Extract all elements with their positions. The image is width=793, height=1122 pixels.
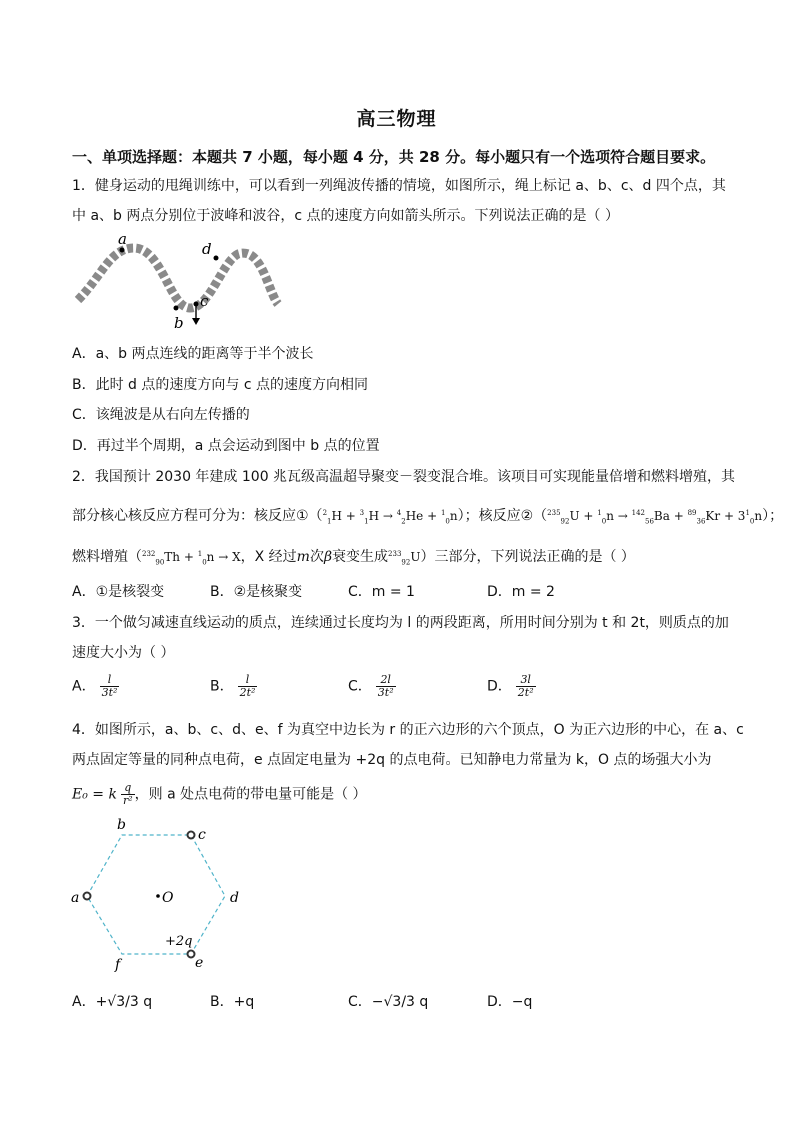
rope-wave [78,248,278,308]
label-charge: +2q [165,934,193,949]
q2-text-line3: 燃料增殖（$^{232}_{90}$Th + $^1_0$n → X，X 经过m次β衰变生成$^{233}_{92}$U）三部分，下列说法正确的是（ ） [72,549,635,567]
q1-option-b: B．此时 d 点的速度方向与 c 点的速度方向相同 [72,377,368,393]
uranium-233: $^{233}_{92}$U [388,550,421,567]
q2-text-line1: 2．我国预计 2030 年建成 100 兆瓦级高温超导聚变－裂变混合堆。该项目可实现能量倍增和燃料增殖，其 [72,469,736,485]
label-f: f [115,957,121,973]
q4-option-a: A．+√3/3 q [72,994,153,1010]
charge-e [188,951,195,958]
label-a: a [118,232,127,248]
charge-a [84,893,91,900]
label-b: b [174,314,184,332]
label-d: d [230,890,239,906]
charge-c [188,832,195,839]
label-c: c [200,292,209,310]
label-c: c [198,827,206,843]
q1-option-a: A．a、b 两点连线的距离等于半个波长 [72,346,314,362]
q3-text-line2: 速度大小为（ ） [72,645,175,661]
q4-text-line3: E₀ = k $\frac{q}{\text{r²}}$ ，则 a 处点电荷的带电量可能是（ ） [72,781,367,807]
label-a: a [71,890,80,906]
q4-text-line2: 两点固定等量的同种点电荷，e 点固定电量为 +2q 的点电荷。已知静电力常量为 k，O 点的场强大小为 [72,752,712,768]
breeding-equation: $^{232}_{90}$Th + $^1_0$n → X [142,550,241,567]
q2-option-c: C．m = 1 [348,584,415,600]
point-a [120,248,125,253]
q1-option-c: C．该绳波是从右向左传播的 [72,407,250,423]
q2-option-b: B．②是核聚变 [210,584,303,600]
section-heading: 一、单项选择题：本题共 7 小题，每小题 4 分，共 28 分。每小题只有一个选项符合题目要求。 [72,148,716,166]
rope-wave-figure [72,232,287,332]
point-b [174,306,179,311]
q3-option-b: B． $\frac{l}{\text{2t²}}$ [210,673,256,699]
point-d [214,256,219,261]
center-O [156,894,160,898]
q1-text-line1: 1．健身运动的甩绳训练中，可以看到一列绳波传播的情境，如图所示，绳上标记 a、b、c、d 四个点，其 [72,178,726,194]
reaction-1-equation: $^2_1$H + $^3_1$H → $^4_2$He + $^1_0$n [322,509,458,526]
label-d: d [202,240,212,258]
page-title: 高三物理 [356,108,437,130]
label-e: e [195,955,204,971]
q4-option-b: B．+q [210,994,255,1010]
q4-option-d: D．−q [487,994,533,1010]
q3-option-a: A． $\frac{l}{\text{3t²}}$ [72,673,118,699]
q4-text-line1: 4．如图所示，a、b、c、d、e、f 为真空中边长为 r 的正六边形的六个顶点，O 为正六边形的中心，在 a、c [72,722,744,738]
label-b: b [117,817,126,833]
reaction-2-equation: $^{235}_{92}U + ^1_0n \to ^{142}_{56}Ba + ^{89}_{36}Kr + 3^1_0n$ [547,509,763,526]
q2-option-a: A．①是核裂变 [72,584,165,600]
label-O: O [162,890,174,906]
hexagon-figure [65,812,255,982]
velocity-arrowhead-c [192,318,200,325]
q3-option-d: D． $\frac{3l}{\text{2t²}}$ [487,673,534,699]
q1-option-d: D．再过半个周期，a 点会运动到图中 b 点的位置 [72,438,380,454]
q4-option-c: C．−√3/3 q [348,994,429,1010]
q3-text-line1: 3．一个做匀减速直线运动的质点，连续通过长度均为 l 的两段距离，所用时间分别为 t 和 2t，则质点的加 [72,615,729,631]
q2-option-d: D．m = 2 [487,584,555,600]
q1-text-line2: 中 a、b 两点分别位于波峰和波谷，c 点的速度方向如箭头所示。下列说法正确的是（ ） [72,208,619,224]
hexagon [87,835,225,954]
point-c [194,302,199,307]
q3-option-c: C． $\frac{2l}{\text{3t²}}$ [348,673,394,699]
q2-text-line2: 部分核心核反应方程可分为：核反应①（$^2_1$H + $^3_1$H → $^4_2$He + $^1_0$n）；核反应②（$^{235}_{92}$U + $^1_0n \to ^{142}_{56}Ba + ^{89}_{36}Kr + 3^1_0n$）； [72,508,784,526]
